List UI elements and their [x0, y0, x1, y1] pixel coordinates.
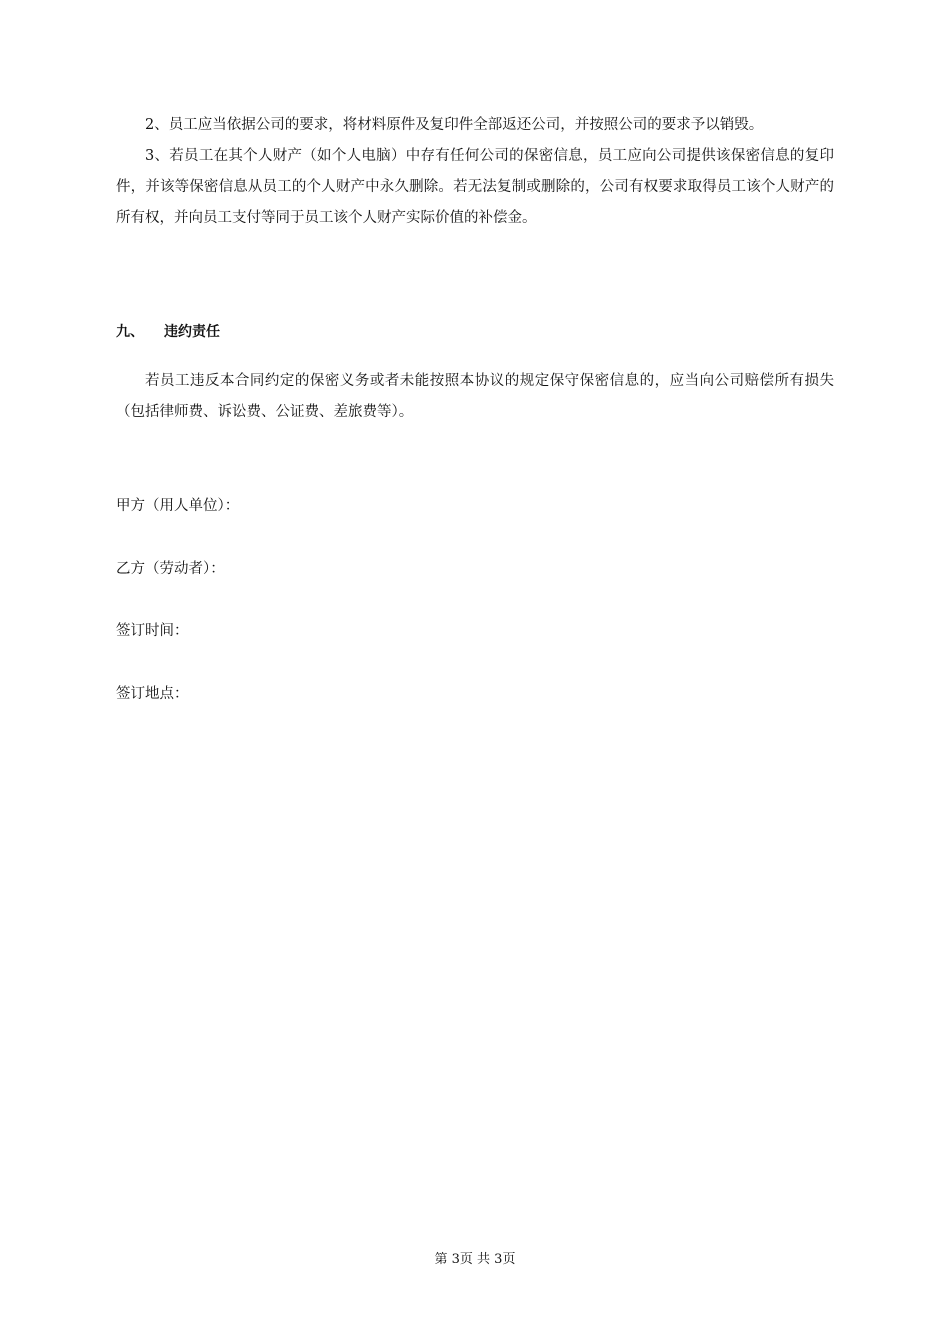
liability-paragraph: 若员工违反本合同约定的保密义务或者未能按照本协议的规定保守保密信息的，应当向公司赔偿所有损失（包括律师费、诉讼费、公证费、差旅费等）。 — [116, 373, 834, 420]
clause-3-paragraph: 3、若员工在其个人财产（如个人电脑）中存有任何公司的保密信息，员工应向公司提供该保密信息的复印件，并该等保密信息从员工的个人财产中永久删除。若无法复制或删除的，公司有权要求取得员工该个人财产的所有权，并向员工支付等同于员工该个人财产实际价值的补偿金。 — [116, 148, 834, 226]
sign-place-label: 签订地点： — [116, 686, 189, 702]
party-b-label: 乙方（劳动者）： — [116, 561, 225, 577]
sign-time-label: 签订时间： — [116, 623, 189, 639]
section-number: 九、 — [116, 324, 144, 340]
clause-2-paragraph: 2、员工应当依据公司的要求，将材料原件及复印件全部返还公司，并按照公司的要求予以销毁。 — [145, 117, 764, 133]
party-a-label: 甲方（用人单位）： — [116, 498, 240, 514]
page-footer: 第 3页 共 3页 — [434, 1252, 516, 1267]
section-title: 违约责任 — [164, 324, 220, 340]
section-heading — [116, 318, 220, 346]
